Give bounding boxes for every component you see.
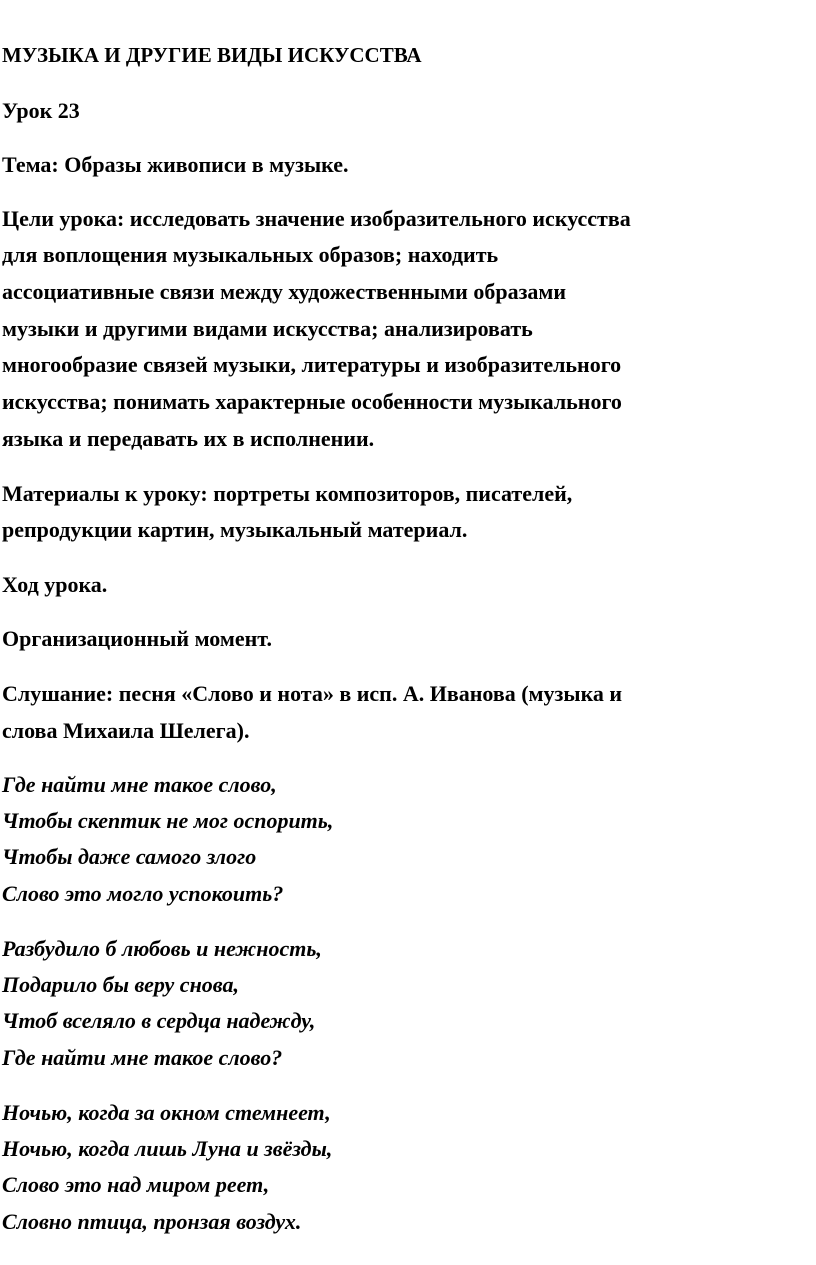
listening-line: Слушание: песня «Слово и нота» в исп. А. Иванова (музыка и <box>2 681 623 706</box>
document-heading: МУЗЫКА И ДРУГИЕ ВИДЫ ИСКУССТВА <box>2 43 422 67</box>
lesson-topic: Тема: Образы живописи в музыке. <box>2 152 349 177</box>
verse-line: Чтобы скептик не мог оспорить, <box>2 808 334 833</box>
materials-line: Материалы к уроку: портреты композиторов, писателей, <box>2 481 573 506</box>
goals-line: Цели урока: исследовать значение изобразительного искусства <box>2 206 631 231</box>
verse-line: Ночью, когда лишь Луна и звёзды, <box>2 1136 333 1161</box>
goals-line: искусства; понимать характерные особенности музыкального <box>2 389 622 414</box>
verse-line: Разбудило б любовь и нежность, <box>2 936 322 961</box>
goals-line: для воплощения музыкальных образов; находить <box>2 242 499 267</box>
verse-line: Словно птица, пронзая воздух. <box>2 1209 302 1234</box>
verse-line: Слово это могло успокоить? <box>2 881 284 906</box>
verse-line: Где найти мне такое слово, <box>2 772 277 797</box>
verse-line: Подарило бы веру снова, <box>2 972 239 997</box>
goals-line: многообразие связей музыки, литературы и изобразительного <box>2 352 622 377</box>
verse-line: Ночью, когда за окном стемнеет, <box>2 1100 331 1125</box>
goals-line: музыки и другими видами искусства; анализировать <box>2 316 533 341</box>
materials-line: репродукции картин, музыкальный материал. <box>2 517 468 542</box>
verse-line: Чтобы даже самого злого <box>2 844 257 869</box>
organizational-moment: Организационный момент. <box>2 626 272 651</box>
verse-line: Чтоб вселяло в сердца надежду, <box>2 1008 316 1033</box>
listening-line: слова Михаила Шелега). <box>2 718 250 743</box>
lesson-number: Урок 23 <box>2 98 80 123</box>
goals-line: ассоциативные связи между художественными образами <box>2 279 567 304</box>
lesson-progress-heading: Ход урока. <box>2 572 108 597</box>
verse-line: Где найти мне такое слово? <box>2 1045 283 1070</box>
goals-line: языка и передавать их в исполнении. <box>2 426 375 451</box>
verse-line: Слово это над миром реет, <box>2 1172 270 1197</box>
